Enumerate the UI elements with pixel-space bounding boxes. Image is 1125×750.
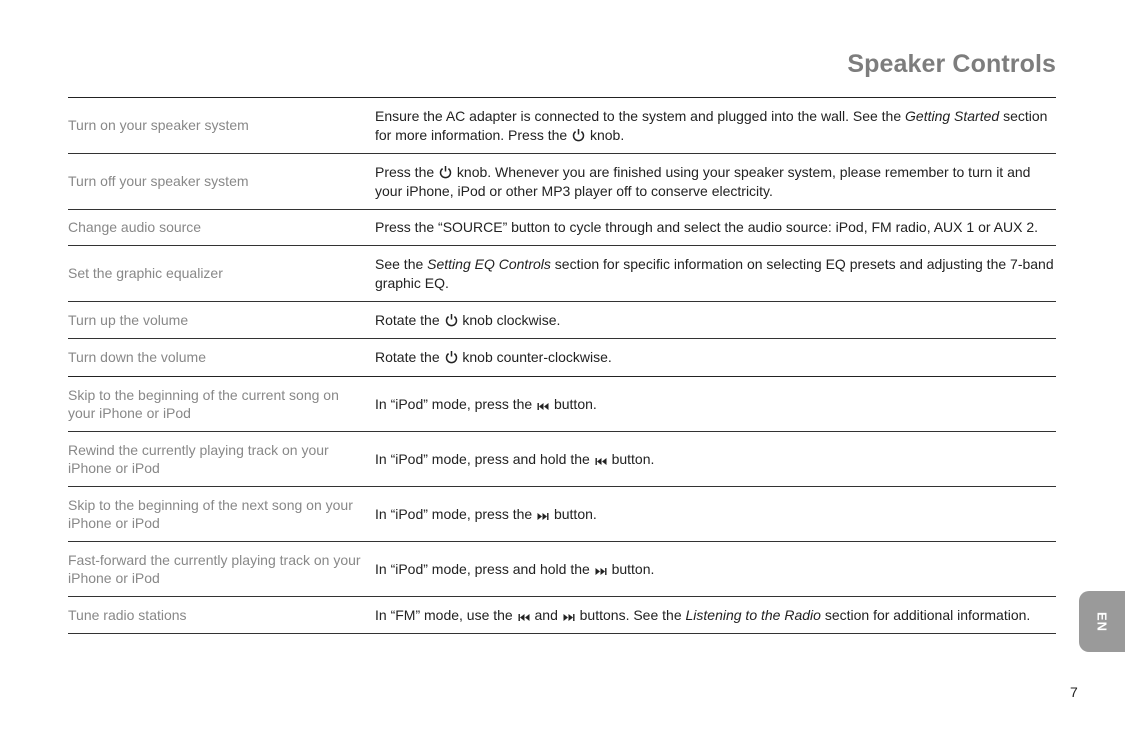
row-label: Skip to the beginning of the current song on your iPhone or iPod xyxy=(68,386,339,421)
row-description: Rotate the knob counter-clockwise. xyxy=(375,349,612,365)
table-row xyxy=(68,597,1056,634)
row-label: Turn on your speaker system xyxy=(68,117,249,134)
row-label: Turn down the volume xyxy=(68,349,206,366)
row-label: Turn up the volume xyxy=(68,311,189,328)
page-title: Speaker Controls xyxy=(847,50,1056,78)
power-icon xyxy=(439,165,452,179)
row-description: Rotate the knob clockwise. xyxy=(375,311,561,328)
controls-table xyxy=(68,97,1056,634)
skip-next-icon xyxy=(563,613,575,622)
row-description: In “FM” mode, use the and buttons. See the Listening to the Radio section for additional information. xyxy=(375,606,1031,623)
table-row xyxy=(68,432,1056,487)
table-row xyxy=(68,339,1056,377)
row-label: Turn off your speaker system xyxy=(68,173,249,190)
skip-next-icon xyxy=(595,567,607,576)
row-description: Press the knob. Whenever you are finished using your speaker system, please remember to turn it and your iPhone, iPod or other MP3 player off to conserve electricity. xyxy=(375,163,1031,199)
language-tab xyxy=(1079,591,1125,652)
row-label: Fast-forward the currently playing track on your iPhone or iPod xyxy=(68,551,361,586)
page-number: 7 xyxy=(1070,684,1078,700)
table-row xyxy=(68,542,1056,597)
row-description: In “iPod” mode, press and hold the button. xyxy=(375,450,655,467)
table-row xyxy=(68,154,1056,210)
row-label: Change audio source xyxy=(68,219,202,236)
table-row xyxy=(68,302,1056,339)
table-row xyxy=(68,210,1056,246)
row-description: Ensure the AC adapter is connected to the system and plugged into the wall. See the Getting Started section for more information. Press the knob. xyxy=(375,107,1048,143)
skip-next-icon xyxy=(537,512,549,521)
table-row xyxy=(68,377,1056,432)
row-description: In “iPod” mode, press and hold the button. xyxy=(375,560,655,577)
row-description: Press the “SOURCE” button to cycle through and select the audio source: iPod, FM radio, AUX 1 or AUX 2. xyxy=(375,219,1038,235)
skip-previous-icon xyxy=(537,402,549,411)
row-description: In “iPod” mode, press the button. xyxy=(375,395,597,412)
skip-previous-icon xyxy=(595,457,607,466)
table-row xyxy=(68,98,1056,154)
language-tab-label: EN xyxy=(1094,611,1110,632)
row-description: In “iPod” mode, press the button. xyxy=(375,505,597,522)
power-icon xyxy=(445,313,458,327)
power-icon xyxy=(445,350,458,364)
skip-previous-icon xyxy=(518,613,530,622)
row-label: Set the graphic equalizer xyxy=(68,265,223,282)
row-label: Skip to the beginning of the next song on your iPhone or iPod xyxy=(68,496,353,531)
row-label: Rewind the currently playing track on your iPhone or iPod xyxy=(68,441,329,476)
table-row xyxy=(68,246,1056,302)
row-label: Tune radio stations xyxy=(68,606,187,623)
row-description: See the Setting EQ Controls section for specific information on selecting EQ presets and adjusting the 7-band graphic EQ. xyxy=(375,255,1054,291)
table-row xyxy=(68,487,1056,542)
power-icon xyxy=(572,128,585,142)
